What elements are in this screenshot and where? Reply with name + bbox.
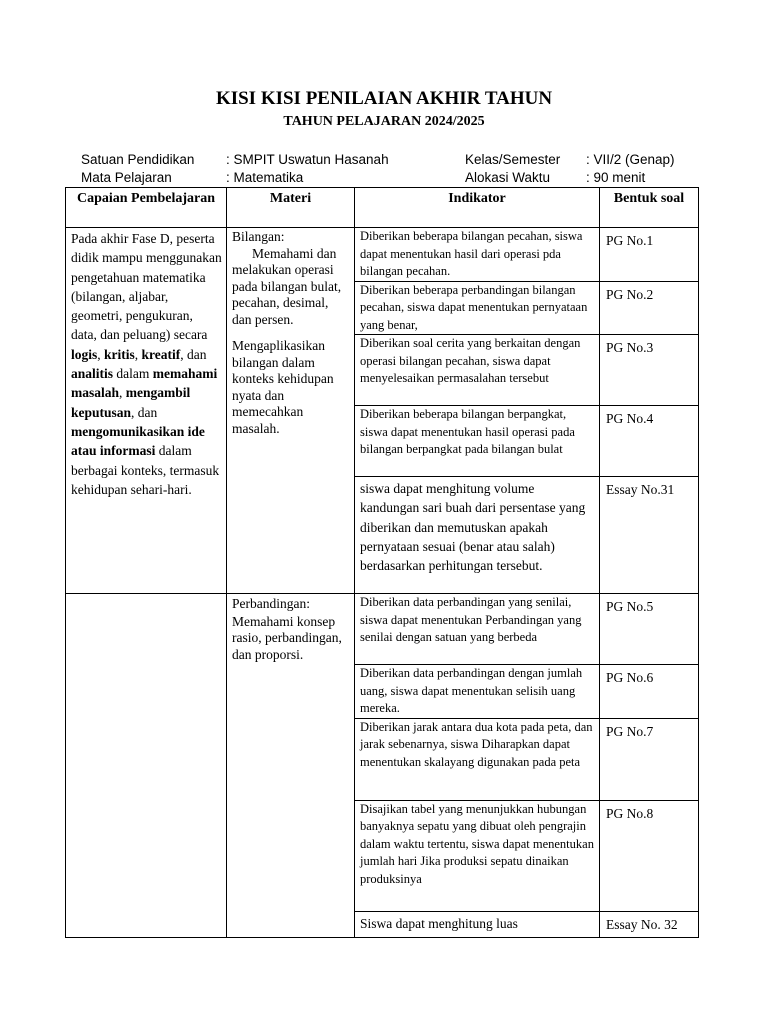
capaian-pembelajaran-empty-cell bbox=[66, 594, 227, 938]
capaian-text: Pada akhir Fase D, peserta didik mampu menggunakan pengetahuan matematika (bilangan, aljabar, geometri, pengukuran, data, dan peluang) secara bbox=[71, 231, 222, 343]
capaian-text: dalam berbagai konteks, termasuk kehidupan sehari-hari. bbox=[71, 443, 220, 497]
capaian-bold-mengomunikasikan: mengomunikasikan ide atau informasi bbox=[71, 423, 205, 459]
bentuk-soal-cell: PG No.2 bbox=[600, 281, 699, 335]
header-indikator: Indikator bbox=[355, 188, 600, 228]
materi-bilangan-heading: Bilangan: bbox=[232, 229, 285, 244]
bentuk-soal-cell: PG No.7 bbox=[600, 718, 699, 800]
bentuk-soal-cell: PG No.4 bbox=[600, 406, 699, 477]
kelas-value: : VII/2 (Genap) bbox=[586, 152, 675, 167]
document-title: KISI KISI PENILAIAN AKHIR TAHUN bbox=[215, 88, 553, 109]
kelas-label: Kelas/Semester bbox=[465, 152, 561, 167]
table-header-row bbox=[66, 188, 699, 228]
capaian-bold-logis: logis bbox=[71, 346, 98, 362]
indikator-cell: Diberikan data perbandingan yang senilai, siswa dapat menentukan Perbandingan yang senilai dengan satuan yang berbeda bbox=[355, 594, 600, 665]
bentuk-soal-cell: PG No.8 bbox=[600, 800, 699, 911]
bentuk-soal-cell: PG No.1 bbox=[600, 228, 699, 282]
materi-perbandingan-heading: Perbandingan: bbox=[232, 596, 310, 611]
header-capaian: Capaian Pembelajaran bbox=[66, 188, 227, 228]
indikator-cell: Diberikan beberapa bilangan berpangkat, siswa dapat menentukan hasil operasi pada bilangan berpangkat pada bilangan bulat bbox=[355, 406, 600, 477]
alokasi-label: Alokasi Waktu bbox=[465, 170, 551, 185]
mapel-label: Mata Pelajaran bbox=[81, 170, 172, 185]
capaian-bold-analitis: analitis bbox=[71, 366, 114, 382]
mapel-value: : Matematika bbox=[226, 170, 304, 185]
table-row bbox=[66, 594, 699, 665]
bentuk-soal-cell: Essay No.31 bbox=[600, 477, 699, 594]
capaian-bold-kreatif: kreatif bbox=[141, 346, 181, 362]
materi-bilangan-cell bbox=[227, 228, 355, 594]
satuan-label: Satuan Pendidikan bbox=[81, 152, 195, 167]
capaian-pembelajaran-cell bbox=[66, 228, 227, 594]
indikator-cell: Diberikan data perbandingan dengan jumlah uang, siswa dapat menentukan selisih uang mereka. bbox=[355, 665, 600, 719]
bentuk-soal-cell: PG No.3 bbox=[600, 335, 699, 406]
capaian-text: , dan bbox=[131, 404, 158, 420]
bentuk-soal-cell: PG No.6 bbox=[600, 665, 699, 719]
kisi-table bbox=[65, 187, 699, 938]
indikator-cell: Siswa dapat menghitung luas bbox=[355, 911, 600, 937]
header-bentuk-soal: Bentuk soal bbox=[600, 188, 699, 228]
indikator-cell: Diberikan beberapa perbandingan bilangan pecahan, siswa dapat menentukan pernyataan yang benar, bbox=[355, 281, 600, 335]
header-materi: Materi bbox=[227, 188, 355, 228]
indikator-cell: siswa dapat menghitung volume kandungan sari buah dari persentase yang diberikan dan memutuskan apakah pernyataan sesuai (benar atau salah) berdasarkan perhitungan tersebut. bbox=[355, 477, 600, 594]
capaian-bold-kritis: kritis bbox=[104, 346, 135, 362]
materi-perbandingan-desc: Memahami konsep rasio, perbandingan, dan proporsi. bbox=[232, 613, 342, 662]
indikator-cell: Disajikan tabel yang menunjukkan hubungan banyaknya sepatu yang dibuat oleh pengrajin dalam waktu tertentu, siswa dapat menentukan jumlah hari Jika produksi sepatu dinaikan produksinya bbox=[355, 800, 600, 911]
indikator-cell: Diberikan beberapa bilangan pecahan, siswa dapat menentukan hasil dari operasi pda bilangan pecahan. bbox=[355, 228, 600, 282]
capaian-bold-memahami: memahami masalah bbox=[71, 366, 218, 401]
bentuk-soal-cell: Essay No. 32 bbox=[600, 911, 699, 937]
table-row bbox=[66, 228, 699, 282]
capaian-text: , bbox=[97, 346, 105, 362]
capaian-bold-mengambil: mengambil keputusan bbox=[71, 385, 191, 420]
document-subtitle: TAHUN PELAJARAN 2024/2025 bbox=[283, 114, 485, 129]
capaian-text: , bbox=[119, 385, 126, 401]
materi-perbandingan-cell bbox=[227, 594, 355, 938]
alokasi-value: : 90 menit bbox=[586, 170, 646, 185]
satuan-value: : SMPIT Uswatun Hasanah bbox=[226, 152, 389, 167]
capaian-text: dalam bbox=[113, 366, 153, 382]
capaian-text: , dan bbox=[180, 346, 207, 362]
indikator-cell: Diberikan soal cerita yang berkaitan dengan operasi bilangan pecahan, siswa dapat menyelesaikan permasalahan tersebut bbox=[355, 335, 600, 406]
bentuk-soal-cell: PG No.5 bbox=[600, 594, 699, 665]
materi-bilangan-desc-1: Memahami dan melakukan operasi pada bilangan bulat, pecahan, desimal, dan persen. bbox=[232, 245, 342, 327]
capaian-text: , bbox=[134, 346, 142, 362]
indikator-cell: Diberikan jarak antara dua kota pada peta, dan jarak sebenarnya, siswa Diharapkan dapat menentukan skalayang digunakan pada peta bbox=[355, 718, 600, 800]
materi-bilangan-desc-2: Mengaplikasikan bilangan dalam konteks kehidupan nyata dan memecahkan masalah. bbox=[232, 338, 334, 436]
